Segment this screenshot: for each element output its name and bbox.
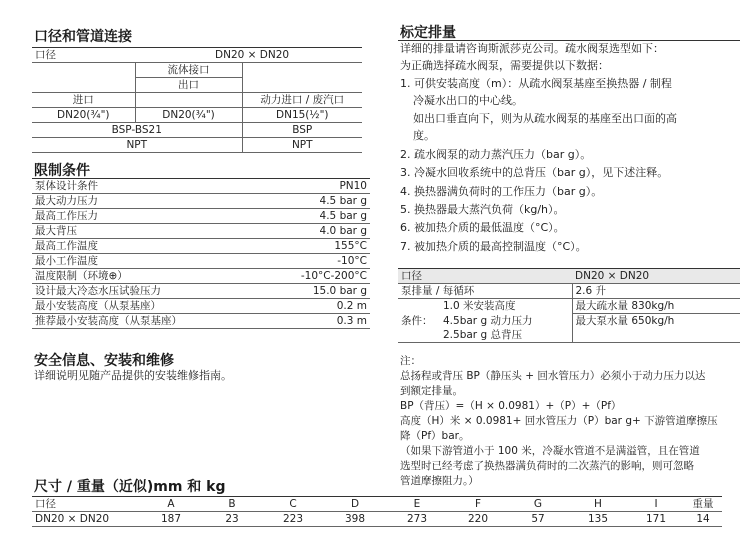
limits-row: [32, 299, 370, 314]
limits-row-value: -10°C: [260, 254, 370, 269]
capacity-item-2: 2. 疏水阀泵的动力蒸汽压力（bar g）。: [400, 148, 592, 161]
limits-row: [32, 239, 370, 254]
conn-size-label: 口径: [32, 48, 135, 63]
limits-row-label: 温度限制（环境⊕）: [32, 269, 260, 284]
dimensions-header-cell: I: [628, 497, 684, 512]
dimensions-value-cell: DN20 × DN20: [32, 512, 140, 527]
note-6: （如果下游管道小于 100 米，冷凝水管道不是满溢管，且在管道: [400, 445, 700, 457]
cap-cond-label: 条件：: [398, 299, 440, 343]
capacity-title: 标定排量: [400, 25, 456, 41]
limits-row-value: -10°C-200°C: [260, 269, 370, 284]
limits-row-value: 15.0 bar g: [260, 284, 370, 299]
capacity-item-1b: 冷凝水出口的中心线。: [413, 94, 523, 107]
limits-row-value: 4.5 bar g: [260, 194, 370, 209]
limits-row-label: 最小工作温度: [32, 254, 260, 269]
limits-row: [32, 254, 370, 269]
note-5: 降（Pf）bar。: [400, 430, 470, 442]
dimensions-header-cell: 重量: [684, 497, 722, 512]
conn-std1-right: BSP: [242, 123, 362, 138]
dimensions-value-cell: 14: [684, 512, 722, 527]
conn-outlet-label: 出口: [135, 78, 242, 93]
dimensions-header-cell: B: [202, 497, 262, 512]
cap-size-label: 口径: [398, 269, 572, 284]
connections-table: [32, 47, 362, 153]
limits-row-label: 最高工作温度: [32, 239, 260, 254]
capacity-item-6: 6. 被加热介质的最低温度（°C）。: [400, 221, 565, 234]
dimensions-header-cell: A: [140, 497, 202, 512]
dimensions-header-cell: H: [568, 497, 628, 512]
conn-std2-left: NPT: [32, 138, 242, 153]
limits-row: [32, 194, 370, 209]
dimensions-header-cell: G: [508, 497, 568, 512]
dimensions-header-row: [32, 497, 722, 512]
cap-res-2: 最大泵水量 650kg/h: [572, 314, 740, 329]
dimensions-value-cell: 57: [508, 512, 568, 527]
capacity-item-3: 3. 冷凝水回收系统中的总背压（bar g），见下述注释。: [400, 166, 669, 179]
note-4: 高度（H）米 × 0.0981+ 回水管压力（P）bar g+ 下游管道摩擦压: [400, 415, 718, 427]
cap-cond-2: 4.5bar g 动力压力: [443, 314, 533, 327]
limits-row-value: 4.5 bar g: [260, 209, 370, 224]
limits-row-value: 0.2 m: [260, 299, 370, 314]
limits-row-value: 155°C: [260, 239, 370, 254]
dimensions-header-cell: C: [262, 497, 324, 512]
capacity-item-1a: 1. 可供安装高度（m）：从疏水阀泵基座至换热器 / 制程: [400, 77, 672, 90]
note-7: 选型时已经考虑了换热器满负荷时的二次蒸汽的影响，则可忽略: [400, 460, 694, 472]
dimensions-value-cell: 220: [448, 512, 508, 527]
dimensions-header-cell: F: [448, 497, 508, 512]
limits-row-label: 设计最大冷态水压试验压力: [32, 284, 260, 299]
limits-row: [32, 269, 370, 284]
dimensions-value-cell: 187: [140, 512, 202, 527]
safety-text: 详细说明见随产品提供的安装维修指南。: [34, 369, 232, 382]
conn-motive-label: 动力进口 / 废汽口: [242, 93, 362, 108]
limits-row-label: 最高工作压力: [32, 209, 260, 224]
note-1: 总扬程或背压 BP（静压头 + 回水管压力）必须小于动力压力以达: [400, 370, 706, 382]
dimensions-table: [32, 496, 722, 527]
cap-size-value: DN20 × DN20: [572, 269, 740, 284]
capacity-item-4: 4. 换热器满负荷时的工作压力（bar g）。: [400, 185, 603, 198]
limits-row-label: 泵体设计条件: [32, 179, 260, 194]
capacity-intro-1: 详细的排量请咨询斯派莎克公司。疏水阀泵选型如下：: [400, 42, 664, 55]
cap-ratio-value: 2.6 升: [572, 284, 740, 299]
cap-ratio-label: 泵排量 / 每循环: [398, 284, 572, 299]
cap-cond-3: 2.5bar g 总背压: [440, 328, 572, 343]
capacity-item-1d: 度。: [413, 129, 435, 142]
note-0: 注：: [400, 355, 421, 367]
conn-inlet-value: DN20(¾"): [32, 108, 135, 123]
limits-row: [32, 179, 370, 194]
dimensions-value-cell: 135: [568, 512, 628, 527]
limits-row-value: PN10: [260, 179, 370, 194]
dimensions-title: 尺寸 / 重量（近似)mm 和 kg: [34, 479, 226, 495]
conn-std2-right: NPT: [242, 138, 362, 153]
conn-std1-left: BSP-BS21: [32, 123, 242, 138]
capacity-item-1c: 如出口垂直向下，则为从疏水阀泵的基座至出口面的高: [413, 112, 677, 125]
limits-row-value: 4.0 bar g: [260, 224, 370, 239]
safety-title: 安全信息、安装和维修: [34, 353, 174, 369]
dimensions-header-cell: D: [324, 497, 386, 512]
dimensions-value-row: [32, 512, 722, 527]
capacity-table: [398, 268, 740, 343]
conn-motive-value: DN15(½"): [242, 108, 362, 123]
limits-row-label: 最大动力压力: [32, 194, 260, 209]
dimensions-header-cell: 口径: [32, 497, 140, 512]
capacity-item-7: 7. 被加热介质的最高控制温度（°C）。: [400, 240, 587, 253]
cap-res-1: 最大疏水量 830kg/h: [572, 299, 740, 314]
limits-row-label: 最小安装高度（从泵基座）: [32, 299, 260, 314]
dimensions-value-cell: 171: [628, 512, 684, 527]
limits-row: [32, 284, 370, 299]
limits-table: [32, 178, 370, 329]
limits-title: 限制条件: [34, 163, 90, 179]
limits-row-label: 最大背压: [32, 224, 260, 239]
dimensions-value-cell: 23: [202, 512, 262, 527]
dimensions-value-cell: 273: [386, 512, 448, 527]
conn-fluid-label: 流体接口: [135, 63, 242, 78]
conn-inlet-label: 进口: [32, 93, 135, 108]
limits-row: [32, 314, 370, 329]
limits-row: [32, 224, 370, 239]
dimensions-header-cell: E: [386, 497, 448, 512]
limits-row-label: 推荐最小安装高度（从泵基座）: [32, 314, 260, 329]
dimensions-value-cell: 398: [324, 512, 386, 527]
capacity-intro-2: 为正确选择疏水阀泵，需要提供以下数据：: [400, 59, 609, 72]
connections-title: 口径和管道连接: [34, 29, 132, 45]
limits-row: [32, 209, 370, 224]
conn-outlet-value: DN20(¾"): [135, 108, 242, 123]
note-3: BP（背压）=（H × 0.0981）+（P）+（Pf）: [400, 400, 622, 412]
capacity-item-5: 5. 换热器最大蒸汽负荷（kg/h）。: [400, 203, 565, 216]
note-2: 到额定排量。: [400, 385, 463, 397]
note-8: 管道摩擦阻力。）: [400, 475, 479, 487]
dimensions-value-cell: 223: [262, 512, 324, 527]
conn-size-value: DN20 × DN20: [135, 48, 362, 63]
cap-cond-1: 1.0 米安装高度: [443, 300, 516, 313]
limits-row-value: 0.3 m: [260, 314, 370, 329]
